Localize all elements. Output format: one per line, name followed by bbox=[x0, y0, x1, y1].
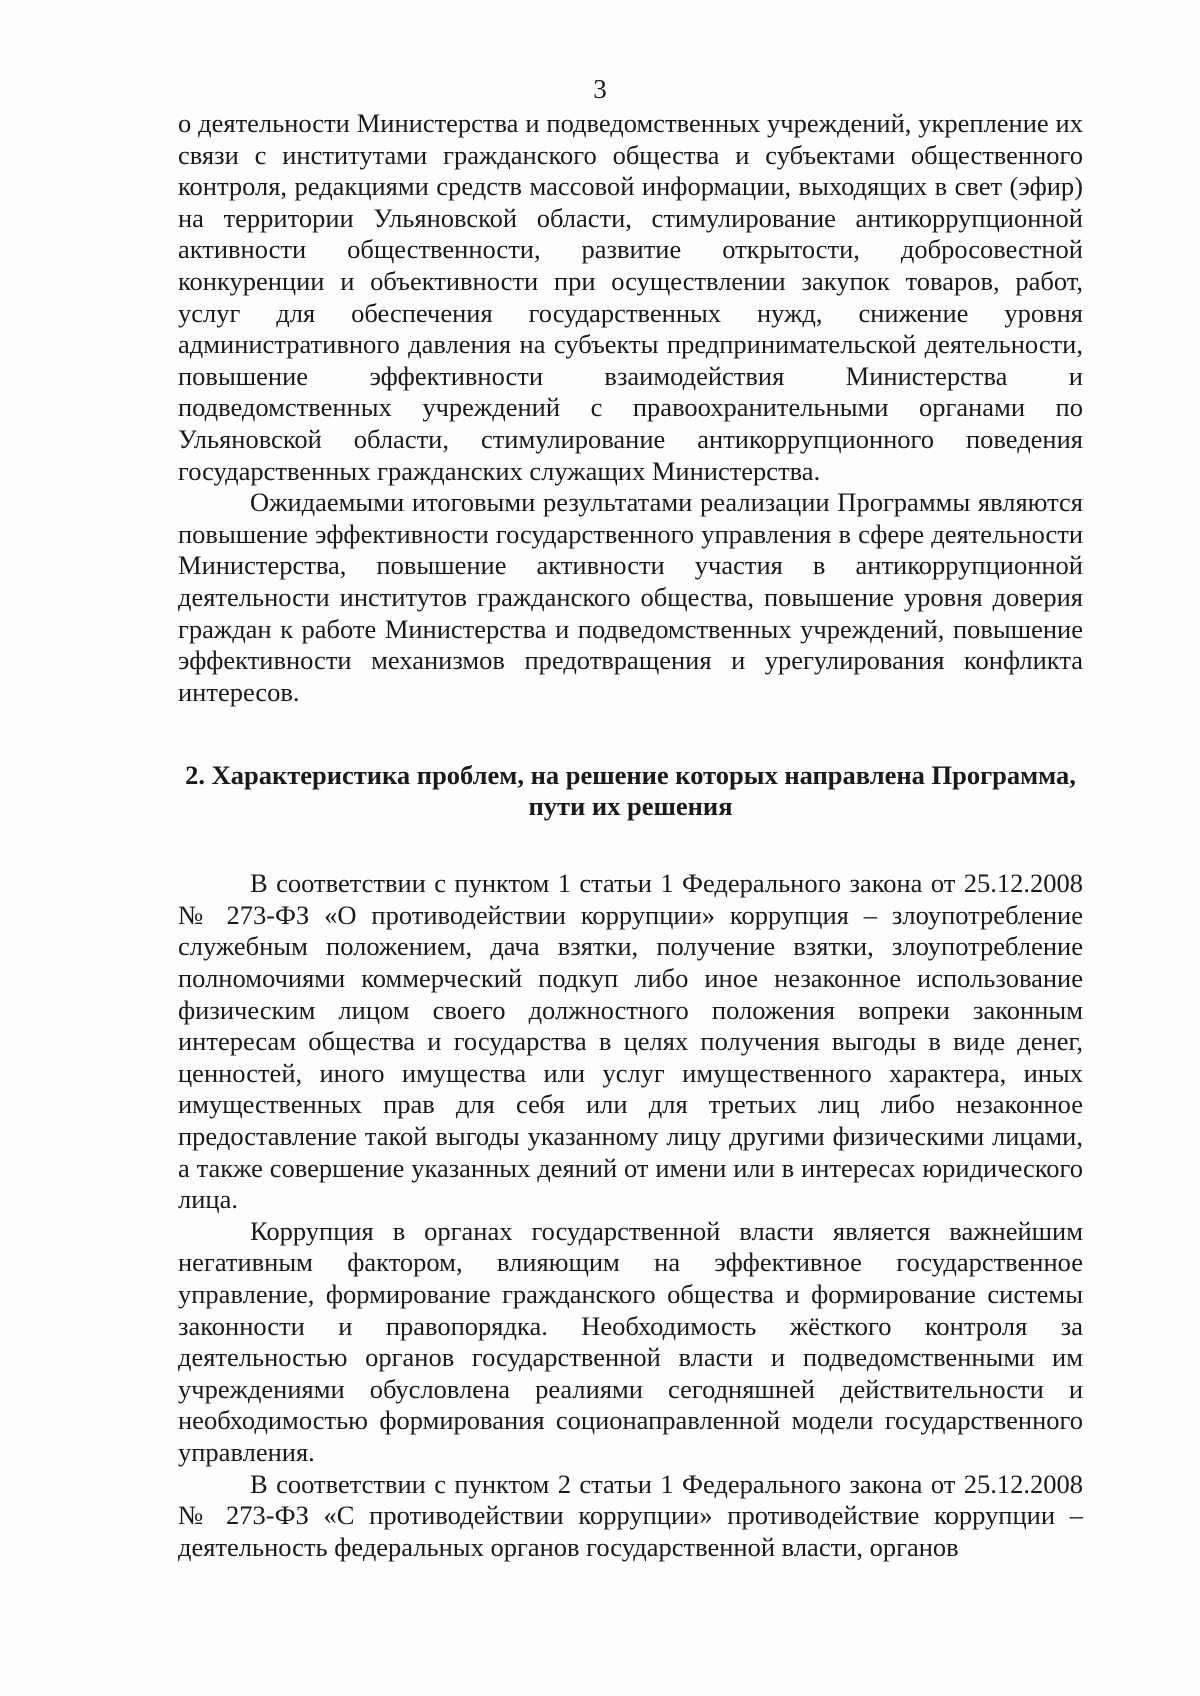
paragraph-corruption-factor: Коррупция в органах государственной власти является важнейшим негативным фактором, влияющим на эффективное государственное управление, формирование гражданского общества и формирование системы законности и правопорядка. Необходимость жёсткого контроля за деятельностью органов государственной власти и подведомственными им учреждениями обусловлена реалиями сегодняшней действительности и необходимостью формирования соционаправленной модели государственного управления. bbox=[178, 1215, 1083, 1467]
paragraph-expected-results: Ожидаемыми итоговыми результатами реализации Программы являются повышение эффективности государственного управления в сфере деятельности Министерства, повышение активности участия в антикоррупционной деятельности институтов гражданского общества, повышение уровня доверия граждан к работе Министерства и подведомственных учреждений, повышение эффективности механизмов предотвращения и урегулирования конфликта интересов. bbox=[178, 487, 1083, 707]
section-heading bbox=[178, 760, 1083, 822]
section-heading-line-2: пути их решения bbox=[528, 791, 733, 822]
section-heading-line-1: 2. Характеристика проблем, на решение которых направлена Программа, bbox=[185, 760, 1076, 791]
document-body bbox=[178, 108, 1083, 1563]
paragraph-corruption-definition: В соответствии с пунктом 1 статьи 1 Федерального закона от 25.12.2008 № 273-ФЗ «О противодействии коррупции» коррупция – злоупотребление служебным положением, дача взятки, получение взятки, злоупотребление полномочиями коммерческий подкуп либо иное незаконное использование физическим лицом своего должностного положения вопреки законным интересам общества и государства в целях получения выгоды в виде денег, ценностей, иного имущества или услуг имущественного характера, иных имущественных прав для себя или для третьих лиц либо незаконное предоставление такой выгоды указанному лицу другими физическими лицами, а также совершение указанных деяний от имени или в интересах юридического лица. bbox=[178, 868, 1083, 1215]
paragraph-program-goals-continued: о деятельности Министерства и подведомственных учреждений, укрепление их связи с институтами гражданского общества и субъектами общественного контроля, редакциями средств массовой информации, выходящих в свет (эфир) на территории Ульяновской области, стимулирование антикоррупционной активности общественности, развитие открытости, добросовестной конкуренции и объективности при осуществлении закупок товаров, работ, услуг для обеспечения государственных нужд, снижение уровня административного давления на субъекты предпринимательской деятельности, повышение эффективности взаимодействия Министерства и подведомственных учреждений с правоохранительными органами по Ульяновской области, стимулирование антикоррупционного поведения государственных гражданских служащих Министерства. bbox=[178, 108, 1083, 486]
paragraph-counteraction-definition: В соответствии с пунктом 2 статьи 1 Федерального закона от 25.12.2008 № 273-ФЗ «С противодействии коррупции» противодействие коррупции – деятельность федеральных органов государственной власти, органов bbox=[178, 1468, 1083, 1562]
page-number: 3 bbox=[593, 74, 607, 104]
